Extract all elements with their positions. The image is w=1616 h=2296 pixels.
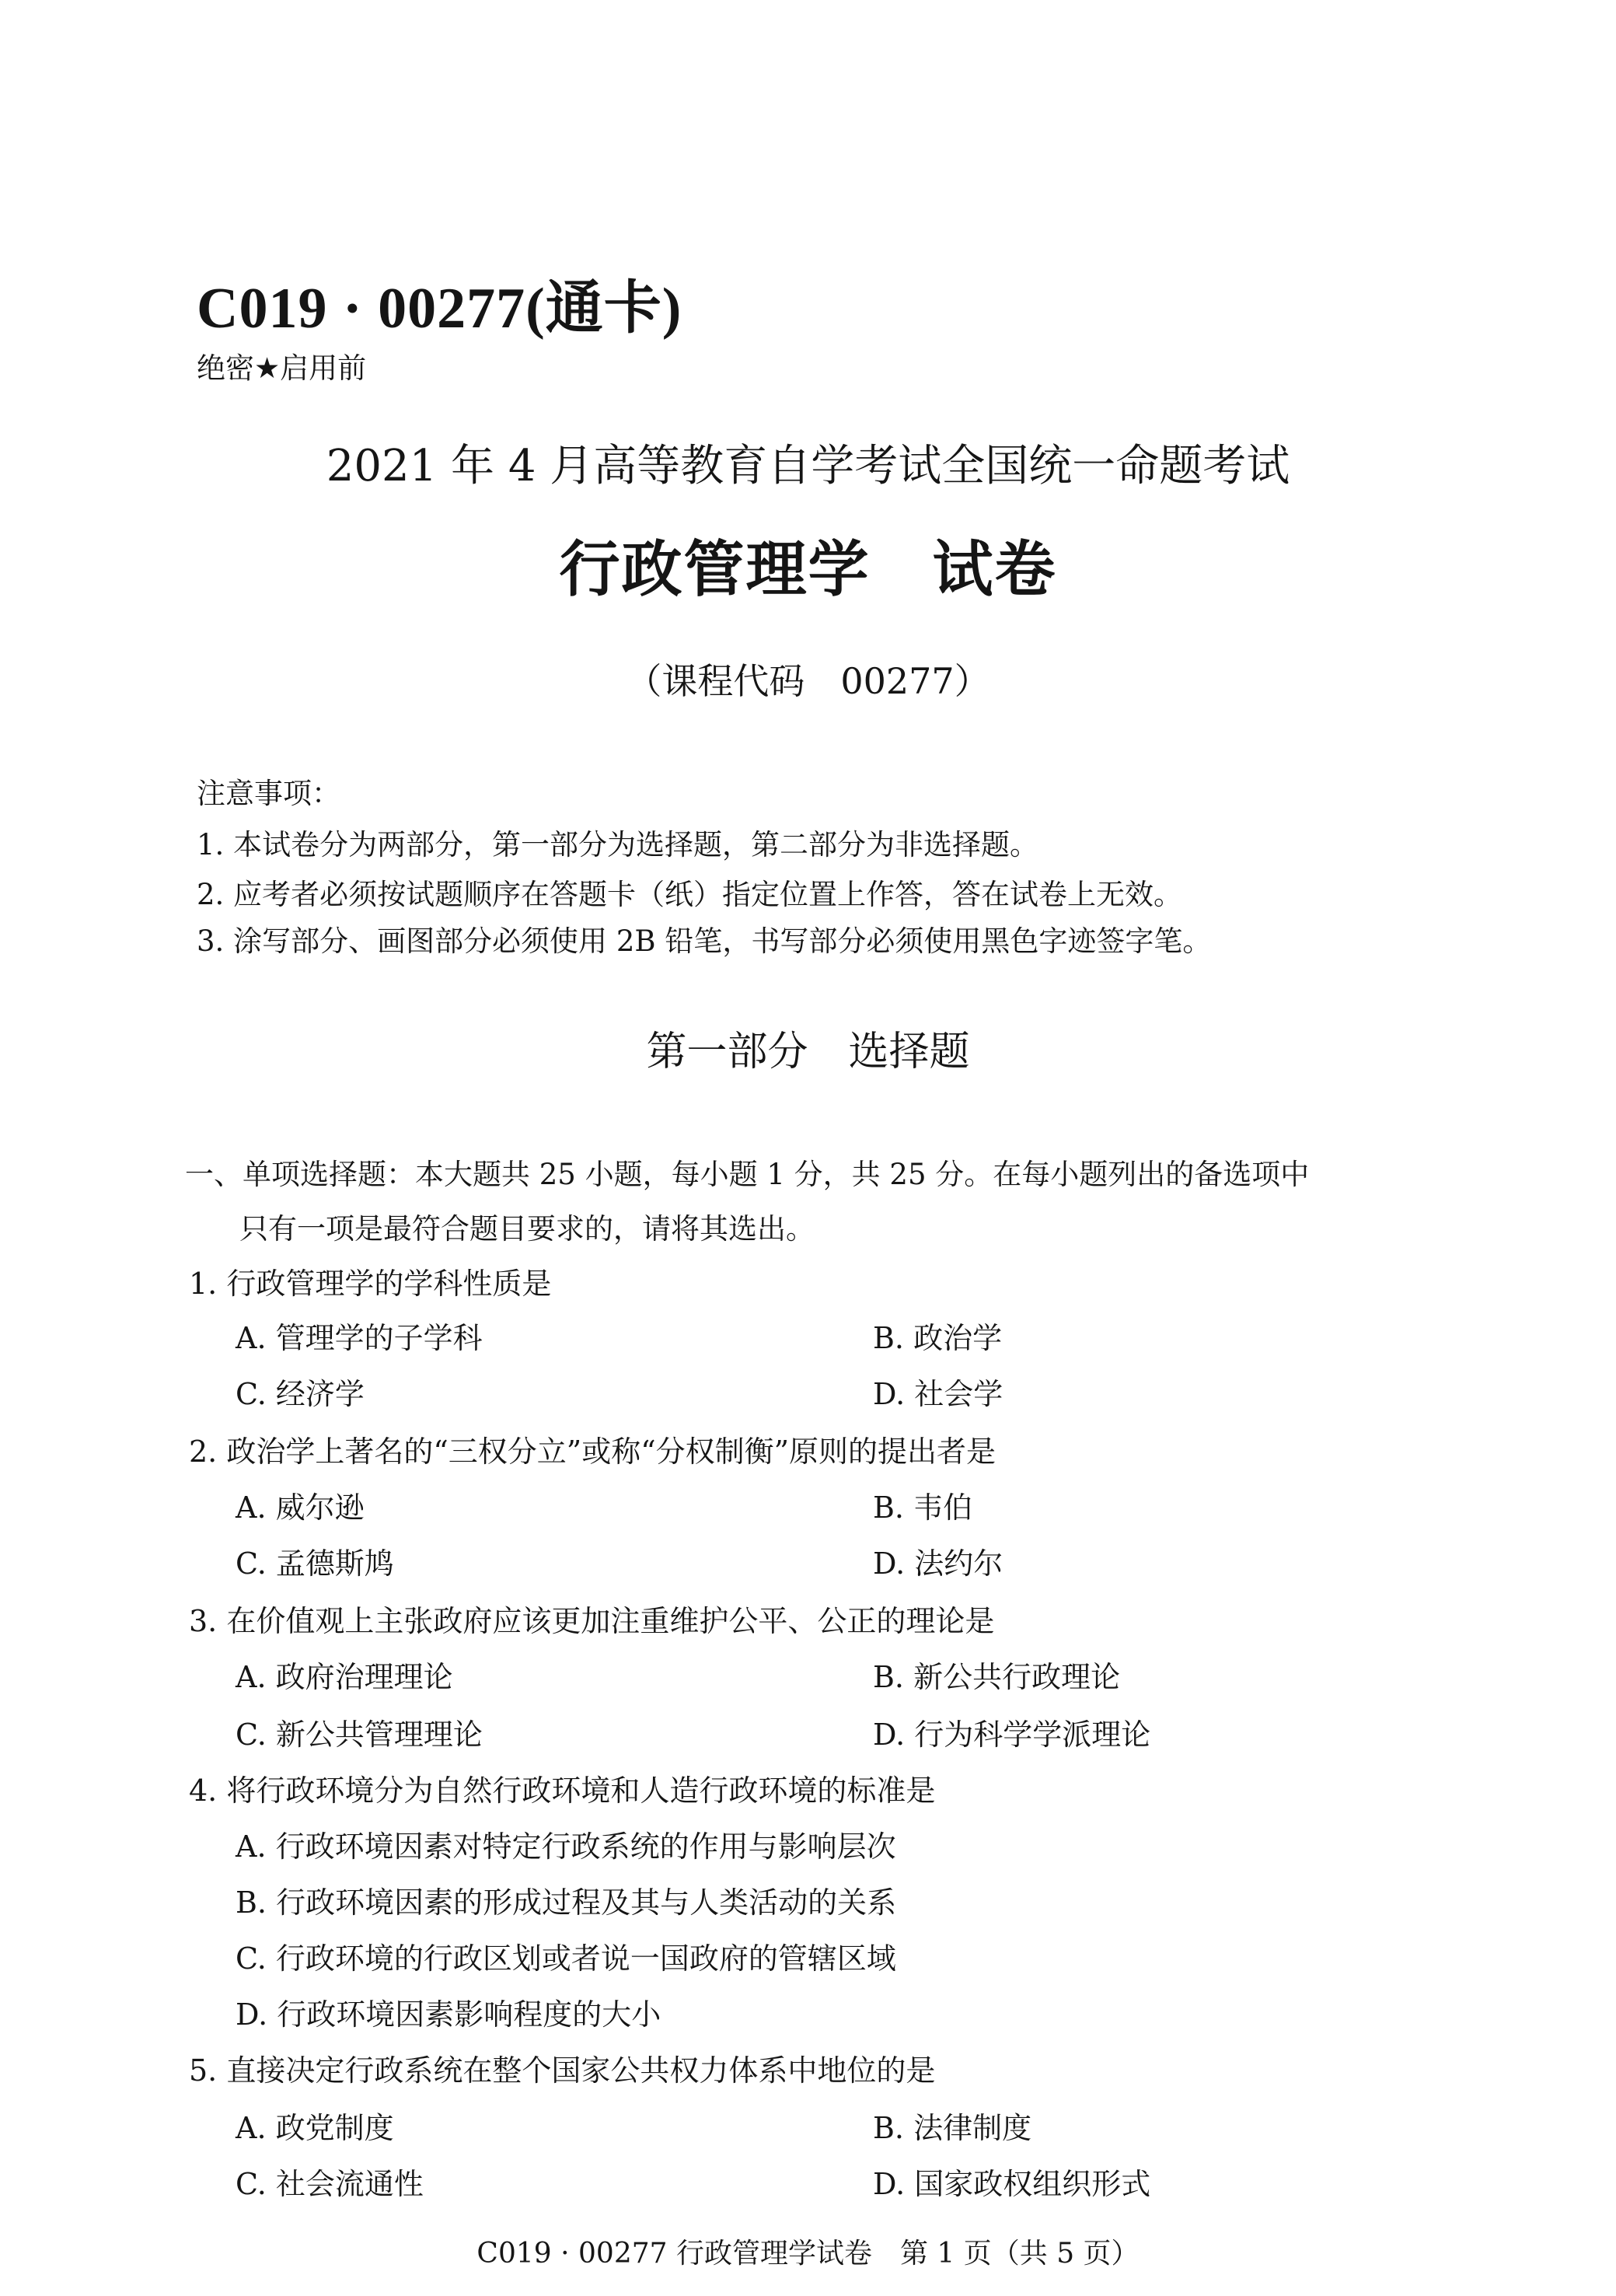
option-b: B. 政治学 [873,1321,1003,1355]
option-b: B. 韦伯 [873,1490,973,1525]
option-a: A. 政党制度 [236,2111,394,2145]
course-code: （课程代码 00277） [626,660,990,702]
option-b: B. 法律制度 [873,2111,1032,2145]
confidential-mark: 绝密★启用前 [197,351,367,385]
option-d: D. 国家政权组织形式 [873,2167,1151,2201]
note-item: 3. 涂写部分、画图部分必须使用 2B 铅笔，书写部分必须使用黑色字迹签字笔。 [197,924,1212,958]
option-a: A. 管理学的子学科 [236,1321,483,1355]
option-b: B. 行政环境因素的形成过程及其与人类活动的关系 [236,1885,897,1920]
option-c: C. 新公共管理理论 [236,1718,483,1752]
option-c: C. 行政环境的行政区划或者说一国政府的管辖区域 [236,1941,896,1976]
question-stem: 5. 直接决定行政系统在整个国家公共权力体系中地位的是 [189,2053,936,2088]
option-d: D. 法约尔 [873,1546,1003,1581]
option-d: D. 行为科学学派理论 [873,1718,1151,1752]
section-intro: 一、单项选择题：本大题共 25 小题，每小题 1 分，共 25 分。在每小题列出的备选项中 [185,1158,1310,1191]
question-stem: 3. 在价值观上主张政府应该更加注重维护公平、公正的理论是 [189,1604,995,1638]
section-title: 第一部分 选择题 [646,1029,970,1075]
option-c: C. 孟德斯鸠 [236,1546,394,1581]
option-a: A. 政府治理理论 [236,1660,453,1694]
section-intro-cont: 只有一项是最符合题目要求的，请将其选出。 [239,1212,815,1246]
notes-heading: 注意事项： [197,777,340,810]
option-c: C. 经济学 [236,1377,365,1411]
question-stem: 1. 行政管理学的学科性质是 [189,1267,552,1301]
option-c: C. 社会流通性 [236,2167,424,2201]
exam-title: 2021 年 4 月高等教育自学考试全国统一命题考试 [326,441,1290,491]
option-b: B. 新公共行政理论 [873,1660,1121,1694]
option-d: D. 社会学 [873,1377,1003,1411]
question-stem: 2. 政治学上著名的“三权分立”或称“分权制衡”原则的提出者是 [189,1435,996,1469]
option-a: A. 行政环境因素对特定行政系统的作用与影响层次 [236,1829,896,1864]
note-item: 1. 本试卷分为两部分，第一部分为选择题，第二部分为非选择题。 [197,828,1039,861]
note-item: 2. 应考者必须按试题顺序在答题卡（纸）指定位置上作答，答在试卷上无效。 [197,878,1183,911]
option-d: D. 行政环境因素影响程度的大小 [236,1997,661,2032]
paper-code: C019 · 00277(通卡) [197,277,682,341]
option-a: A. 威尔逊 [236,1490,365,1525]
question-stem: 4. 将行政环境分为自然行政环境和人造行政环境的标准是 [189,1774,936,1808]
paper-title: 行政管理学 试卷 [559,534,1057,605]
page-footer: C019 · 00277 行政管理学试卷 第 1 页（共 5 页） [476,2238,1140,2270]
